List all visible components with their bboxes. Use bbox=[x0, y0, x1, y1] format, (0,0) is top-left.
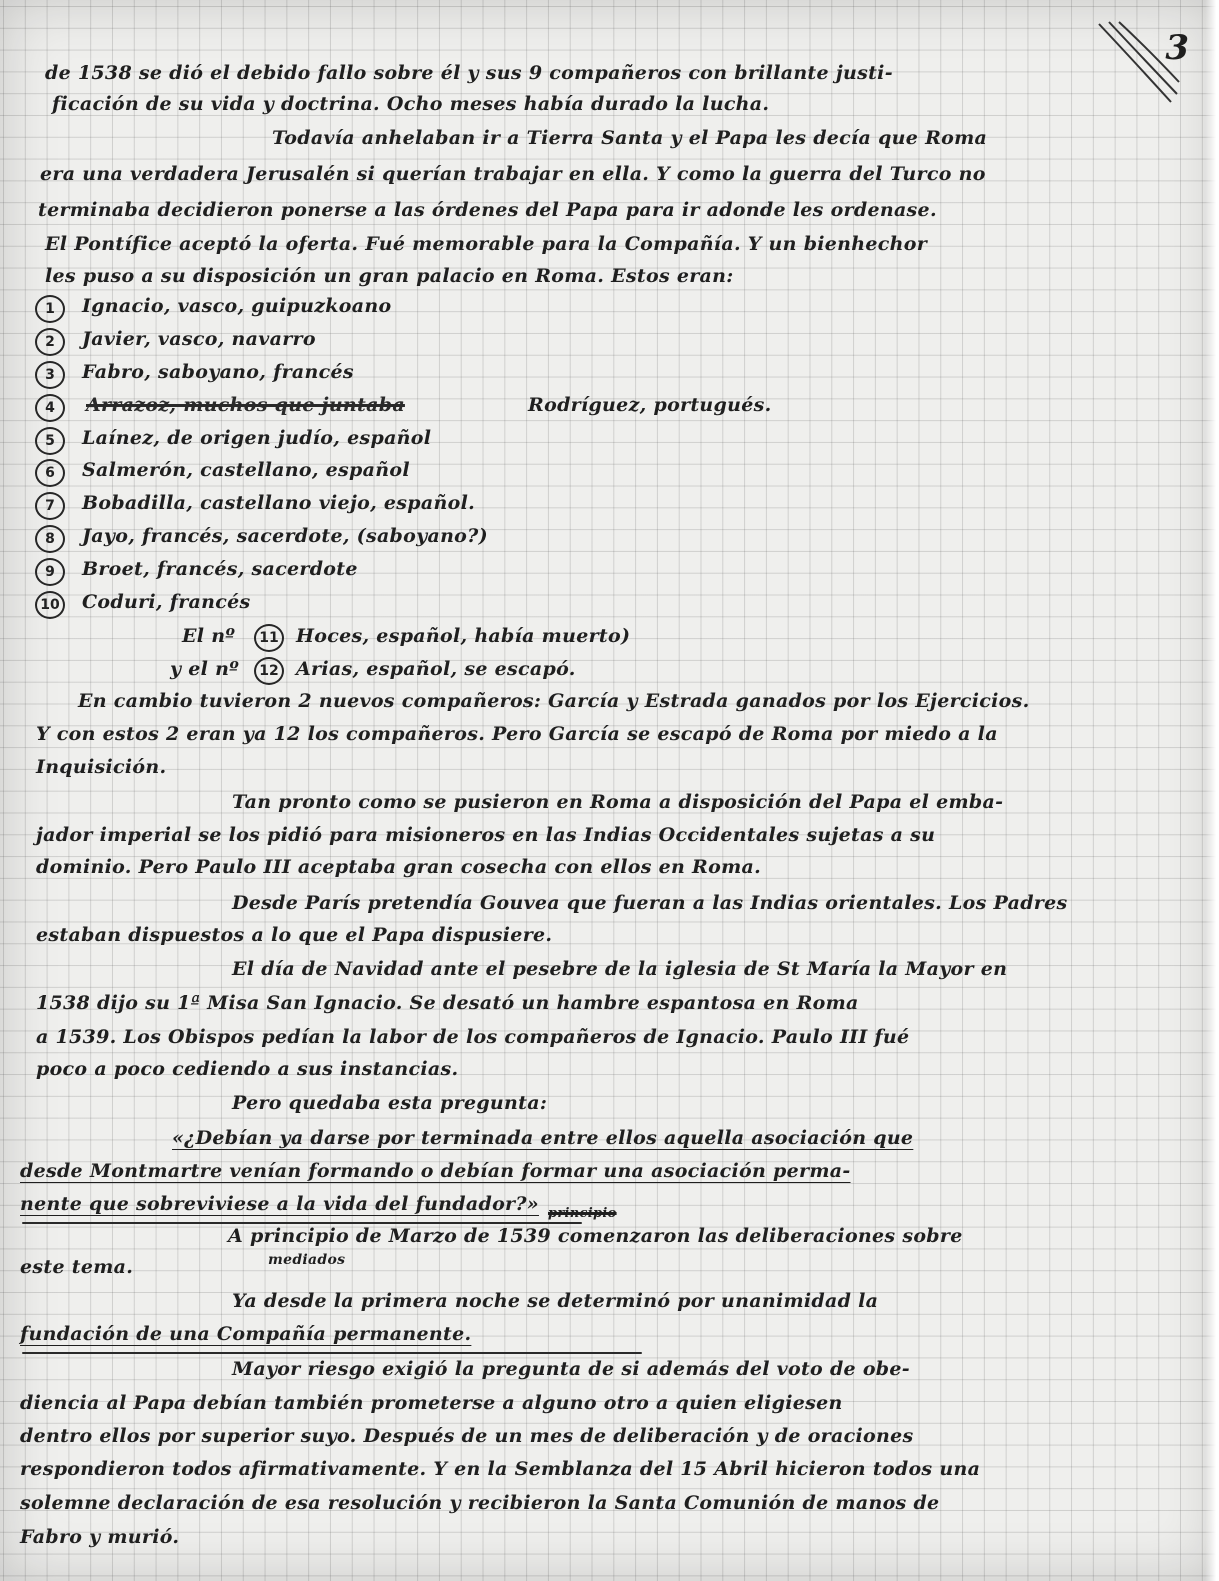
text-line: de 1538 se dió el debido fallo sobre él y sus 9 compañeros con brillante justi- bbox=[45, 62, 893, 84]
text-line: Pero quedaba esta pregunta: bbox=[232, 1092, 548, 1114]
text-line: Y con estos 2 eran ya 12 los compañeros. Pero García se escapó de Roma por miedo a la bbox=[36, 723, 998, 745]
text-line: este tema. bbox=[20, 1256, 134, 1278]
member-entry: Salmerón, castellano, español bbox=[82, 459, 410, 481]
text-line: terminaba decidieron ponerse a las órdenes del Papa para ir adonde les ordenase. bbox=[38, 199, 937, 221]
underline-stroke bbox=[22, 1352, 642, 1354]
entry-prefix: y el nº bbox=[170, 658, 239, 680]
list-number-circle: 1 bbox=[35, 295, 65, 323]
member-entry: Fabro, saboyano, francés bbox=[82, 361, 354, 383]
entry-prefix: El nº bbox=[182, 625, 236, 647]
text-line: Fabro y murió. bbox=[20, 1526, 180, 1548]
member-entry: Coduri, francés bbox=[82, 591, 251, 613]
member-entry: Hoces, español, había muerto) bbox=[296, 625, 631, 647]
list-number-circle: 7 bbox=[35, 492, 65, 520]
text-line: estaban dispuestos a lo que el Papa dispusiere. bbox=[36, 924, 553, 946]
text-line: dominio. Pero Paulo III aceptaba gran cosecha con ellos en Roma. bbox=[36, 856, 762, 878]
text-line: Desde París pretendía Gouvea que fueran a las Indias orientales. Los Padres bbox=[232, 892, 1068, 914]
underline-stroke bbox=[22, 1222, 582, 1224]
list-number-circle: 12 bbox=[254, 657, 284, 685]
quoted-question-line: nente que sobreviviese a la vida del fundador?» bbox=[20, 1193, 539, 1215]
text-line: a 1539. Los Obispos pedían la labor de los compañeros de Ignacio. Paulo III fué bbox=[36, 1026, 910, 1048]
list-number-circle: 2 bbox=[35, 328, 65, 356]
list-number-circle: 8 bbox=[35, 525, 65, 553]
member-entry: Broet, francés, sacerdote bbox=[82, 558, 358, 580]
member-entry: Bobadilla, castellano viejo, español. bbox=[82, 492, 476, 514]
list-number-circle: 4 bbox=[35, 394, 65, 422]
text-line: Tan pronto como se pusieron en Roma a disposición del Papa el emba- bbox=[232, 791, 1004, 813]
text-line: Inquisición. bbox=[36, 756, 167, 778]
text-line: Mayor riesgo exigió la pregunta de si además del voto de obe- bbox=[232, 1358, 910, 1380]
list-number-circle: 10 bbox=[35, 591, 65, 619]
text-line: Ya desde la primera noche se determinó por unanimidad la bbox=[232, 1290, 879, 1312]
member-entry: Rodríguez, portugués. bbox=[528, 394, 772, 416]
text-line: El día de Navidad ante el pesebre de la iglesia de St María la Mayor en bbox=[232, 958, 1008, 980]
member-entry: Javier, vasco, navarro bbox=[82, 328, 316, 350]
text-line: ficación de su vida y doctrina. Ocho meses había durado la lucha. bbox=[52, 93, 770, 115]
text-line: diencia al Papa debían también prometerse a alguno otro a quien eligiesen bbox=[20, 1392, 843, 1414]
member-entry: Jayo, francés, sacerdote, (saboyano?) bbox=[82, 525, 488, 547]
page-number: 3 bbox=[1165, 28, 1189, 68]
inserted-word: mediados bbox=[268, 1252, 346, 1268]
text-line: 1538 dijo su 1ª Misa San Ignacio. Se desató un hambre espantosa en Roma bbox=[36, 992, 859, 1014]
list-number-circle: 9 bbox=[35, 558, 65, 586]
text-line: poco a poco cediendo a sus instancias. bbox=[36, 1058, 459, 1080]
struck-text: Arrazoz, muchos que juntaba bbox=[86, 394, 405, 416]
text-line: jador imperial se los pidió para misioneros en las Indias Occidentales sujetas a su bbox=[36, 824, 936, 846]
member-entry: Ignacio, vasco, guipuzkoano bbox=[82, 295, 392, 317]
quoted-question-line: «¿Debían ya darse por terminada entre ellos aquella asociación que bbox=[172, 1127, 914, 1149]
quoted-question-line: desde Montmartre venían formando o debían formar una asociación perma- bbox=[20, 1160, 851, 1182]
text-line: Todavía anhelaban ir a Tierra Santa y el Papa les decía que Roma bbox=[272, 127, 988, 149]
list-number-circle: 6 bbox=[35, 459, 65, 487]
member-entry: Arias, español, se escapó. bbox=[296, 658, 576, 680]
text-line: solemne declaración de esa resolución y recibieron la Santa Comunión de manos de bbox=[20, 1492, 940, 1514]
list-number-circle: 5 bbox=[35, 427, 65, 455]
text-line: El Pontífice aceptó la oferta. Fué memorable para la Compañía. Y un bienhechor bbox=[45, 233, 928, 255]
text-line: era una verdadera Jerusalén si querían trabajar en ella. Y como la guerra del Turco no bbox=[40, 163, 986, 185]
text-line: En cambio tuvieron 2 nuevos compañeros: García y Estrada ganados por los Ejercicios. bbox=[78, 690, 1030, 712]
text-line: dentro ellos por superior suyo. Después de un mes de deliberación y de oraciones bbox=[20, 1425, 914, 1447]
struck-word: principio bbox=[548, 1206, 617, 1221]
member-entry: Laínez, de origen judío, español bbox=[82, 427, 432, 449]
list-number-circle: 11 bbox=[254, 624, 284, 652]
list-number-circle: 3 bbox=[35, 361, 65, 389]
text-line: fundación de una Compañía permanente. bbox=[20, 1323, 472, 1345]
text-line: A principio de Marzo de 1539 comenzaron las deliberaciones sobre bbox=[228, 1225, 963, 1247]
text-line: les puso a su disposición un gran palacio en Roma. Estos eran: bbox=[45, 265, 734, 287]
text-line: respondieron todos afirmativamente. Y en la Semblanza del 15 Abril hicieron todos una bbox=[20, 1458, 981, 1480]
